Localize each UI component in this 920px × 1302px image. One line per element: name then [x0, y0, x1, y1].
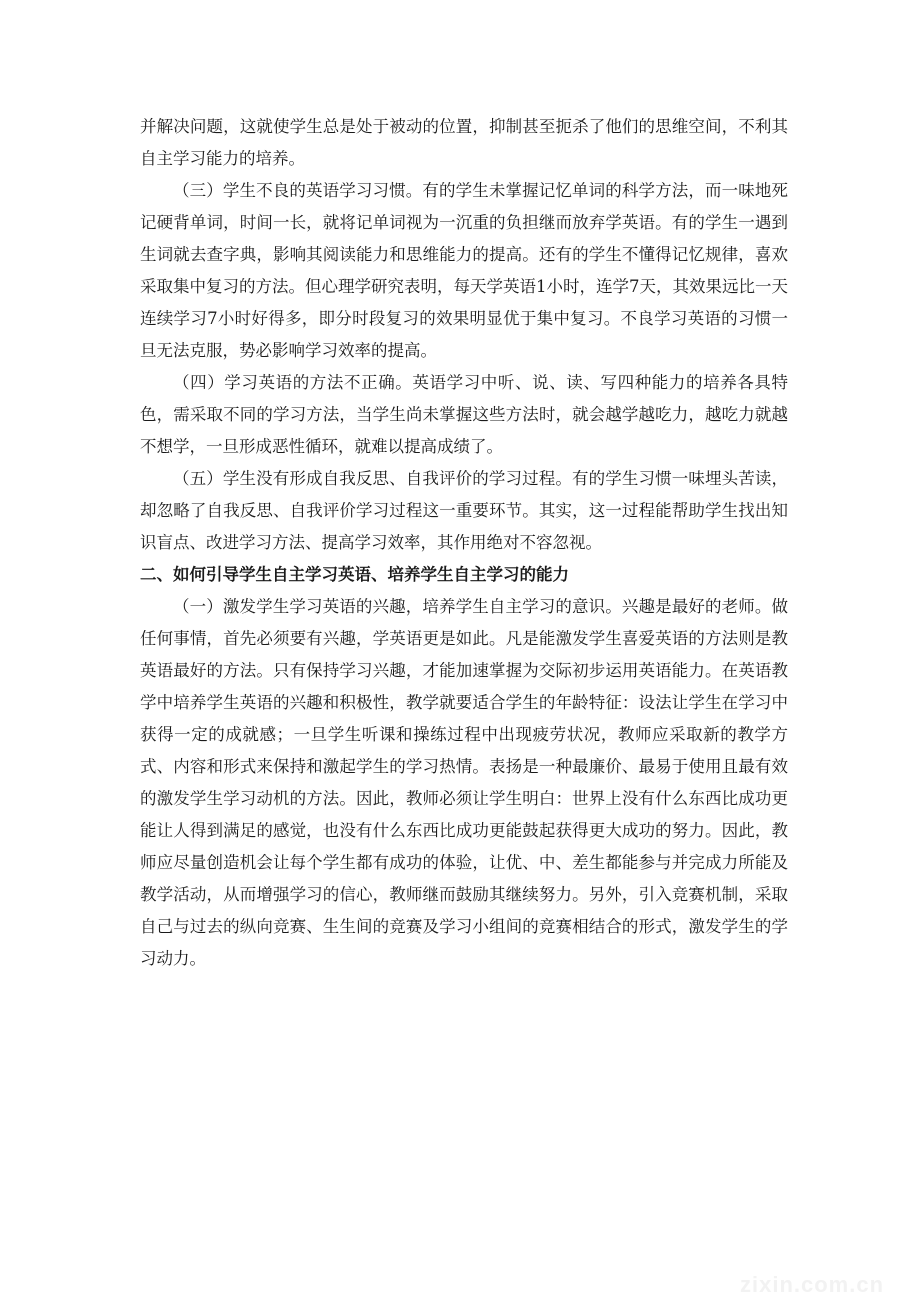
watermark: zixin.com.cn: [740, 1272, 885, 1297]
paragraph-subsection-1: （一）激发学生学习英语的兴趣，培养学生自主学习的意识。兴趣是最好的老师。做任何事情，首先必须要有兴趣，学英语更是如此。凡是能激发学生喜爱英语的方法则是教英语最好的方法。只有保持学习兴趣，才能加速掌握为交际初步运用英语能力。在英语教学中培养学生英语的兴趣和积极性，教学就要适合学生的年龄特征：设法让学生在学习中获得一定的成就感；一旦学生听课和操练过程中出现疲劳状况，教师应采取新的教学方式、内容和形式来保持和激起学生的学习热情。表扬是一种最廉价、最易于使用且最有效的激发学生学习动机的方法。因此，教师必须让学生明白：世界上没有什么东西比成功更能让人得到满足的感觉，也没有什么东西比成功更能鼓起获得更大成功的努力。因此，教师应尽量创造机会让每个学生都有成功的体验，让优、中、差生都能参与并完成力所能及教学活动，从而增强学习的信心，教师继而鼓励其继续努力。另外，引入竞赛机制，采取自己与过去的纵向竞赛、生生间的竞赛及学习小组间的竞赛相结合的形式，激发学生的学习动力。: [140, 597, 788, 968]
paragraph-continuation: 并解决问题，这就使学生总是处于被动的位置，抑制甚至扼杀了他们的思维空间，不利其自主学习能力的培养。: [140, 117, 788, 168]
paragraph-section-4: （四）学习英语的方法不正确。英语学习中听、说、读、写四种能力的培养各具特色，需采取不同的学习方法，当学生尚未掌握这些方法时，就会越学越吃力，越吃力就越不想学，一旦形成恶性循环，就难以提高成绩了。: [140, 373, 788, 456]
paragraph-section-3: （三）学生不良的英语学习习惯。有的学生未掌握记忆单词的科学方法，而一味地死记硬背单词，时间一长，就将记单词视为一沉重的负担继而放弃学英语。有的学生一遇到生词就去查字典，影响其阅读能力和思维能力的提高。还有的学生不懂得记忆规律，喜欢采取集中复习的方法。但心理学研究表明，每天学英语1小时，连学7天，其效果远比一天连续学习7小时好得多，即分时段复习的效果明显优于集中复习。不良学习英语的习惯一旦无法克服，势必影响学习效率的提高。: [140, 181, 788, 360]
document-body: [140, 111, 788, 975]
section-heading: 二、如何引导学生自主学习英语、培养学生自主学习的能力: [140, 565, 569, 584]
paragraph-section-5: （五）学生没有形成自我反思、自我评价的学习过程。有的学生习惯一味埋头苦读，却忽略了自我反思、自我评价学习过程这一重要环节。其实，这一过程能帮助学生找出知识盲点、改进学习方法、提高学习效率，其作用绝对不容忽视。: [140, 469, 788, 552]
